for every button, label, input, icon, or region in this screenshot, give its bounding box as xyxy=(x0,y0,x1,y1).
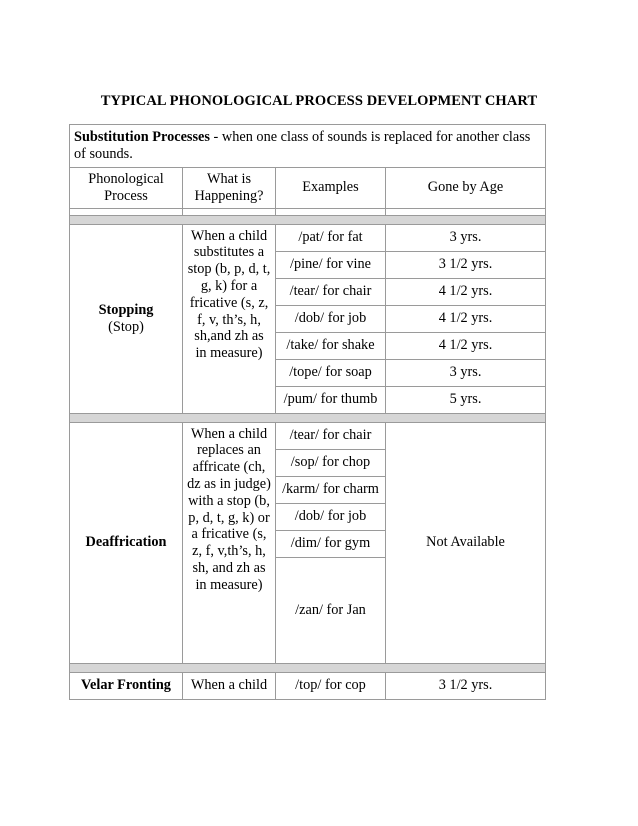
table-row xyxy=(70,422,546,449)
age-cell: 4 1/2 yrs. xyxy=(386,278,546,305)
header-process: Phonological Process xyxy=(70,167,183,208)
example-cell: /top/ for cop xyxy=(276,672,386,699)
header-examples: Examples xyxy=(276,167,386,208)
age-cell: 4 1/2 yrs. xyxy=(386,332,546,359)
age-cell: 3 1/2 yrs. xyxy=(386,251,546,278)
phonological-process-table xyxy=(69,124,546,700)
example-cell: /pine/ for vine xyxy=(276,251,386,278)
age-cell: 3 yrs. xyxy=(386,224,546,251)
example-cell: /dob/ for job xyxy=(276,305,386,332)
velar-name: Velar Fronting xyxy=(70,672,183,699)
stopping-sub: (Stop) xyxy=(108,318,144,335)
age-cell: 3 yrs. xyxy=(386,359,546,386)
stopping-name: Stopping xyxy=(98,301,154,318)
example-cell: /tope/ for soap xyxy=(276,359,386,386)
stopping-what: When a child substitutes a stop (b, p, d, t, g, k) for a fricative (s, z, f, v, th’s, h, sh,and zh as in measure) xyxy=(183,224,276,413)
example-cell: /tear/ for chair xyxy=(276,422,386,449)
page-title: TYPICAL PHONOLOGICAL PROCESS DEVELOPMENT CHART xyxy=(100,93,538,109)
velar-what: When a child xyxy=(183,672,276,699)
header-row xyxy=(70,167,546,208)
intro-text: - when one class of sounds is replaced for another class of sounds. xyxy=(74,129,531,162)
header-what: What is Happening? xyxy=(183,167,276,208)
stopping-process-cell xyxy=(70,224,183,413)
intro-cell xyxy=(70,125,546,168)
example-cell: /pum/ for thumb xyxy=(276,386,386,413)
header-age: Gone by Age xyxy=(386,167,546,208)
deaffrication-name: Deaffrication xyxy=(70,422,183,663)
example-cell: /pat/ for fat xyxy=(276,224,386,251)
table-row xyxy=(70,224,546,251)
table-row xyxy=(70,672,546,699)
separator-row xyxy=(70,663,546,672)
example-cell: /dim/ for gym xyxy=(276,530,386,557)
example-cell: /karm/ for charm xyxy=(276,476,386,503)
deaffrication-age: Not Available xyxy=(386,422,546,663)
age-cell: 4 1/2 yrs. xyxy=(386,305,546,332)
age-cell: 3 1/2 yrs. xyxy=(386,672,546,699)
deaffrication-what: When a child replaces an affricate (ch, dz as in judge) with a stop (b, p, d, t, g, k) or a fricative (s, z, f, v,th’s, h, sh, and zh as in measure) xyxy=(183,422,276,663)
example-cell: /zan/ for Jan xyxy=(276,557,386,663)
intro-label: Substitution Processes xyxy=(74,129,210,145)
example-cell: /dob/ for job xyxy=(276,503,386,530)
separator-row xyxy=(70,413,546,422)
example-cell: /sop/ for chop xyxy=(276,449,386,476)
example-cell: /take/ for shake xyxy=(276,332,386,359)
spacer-row xyxy=(70,208,546,215)
age-cell: 5 yrs. xyxy=(386,386,546,413)
separator-row xyxy=(70,215,546,224)
intro-row xyxy=(70,125,546,168)
example-cell: /tear/ for chair xyxy=(276,278,386,305)
